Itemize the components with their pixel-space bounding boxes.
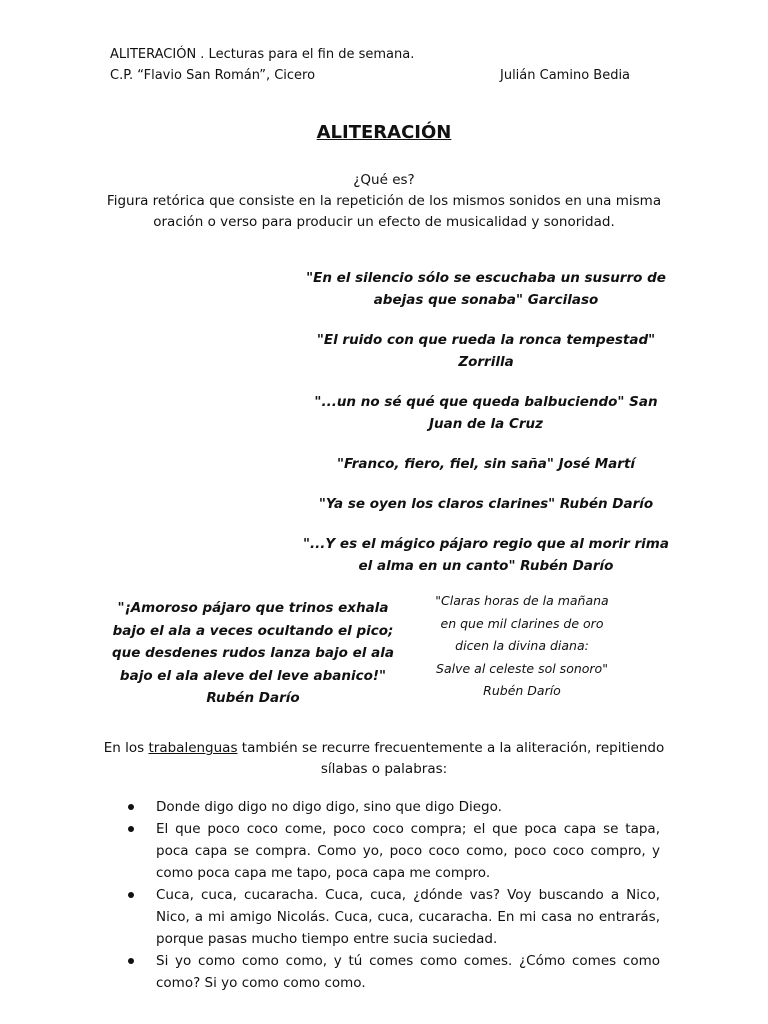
definition-text: Figura retórica que consiste en la repetición de los mismos sonidos en una misma oración o verso para producir un efecto de musicalidad y sonoridad. [106, 193, 662, 230]
poem-author: Rubén Darío [483, 683, 561, 698]
list-item-text: Donde digo digo no digo digo, sino que digo Diego. [156, 799, 502, 815]
tongue-twister-intro [100, 738, 668, 780]
list-item-text: Cuca, cuca, cucaracha. Cuca, cuca, ¿dónde vas? Voy buscando a Nico, Nico, a mi amigo Nicolás. Cuca, cuca, cucaracha. En mi casa no entrarás, porque pasas mucho tiempo entre sucia suciedad. [156, 887, 660, 947]
bullet-icon [128, 892, 134, 898]
quote: "...Y es el mágico pájaro regio que al morir rima el alma en un canto" Rubén Darío [303, 536, 669, 574]
poem-line: "Claras horas de la mañana [435, 593, 609, 608]
intro-before: En los [103, 740, 149, 756]
poem-line: bajo el ala a veces ocultando el pico; [112, 622, 394, 639]
quote: "El ruido con que rueda la ronca tempestad" Zorrilla [316, 332, 656, 370]
poem-line: Salve al celeste sol sonoro" [436, 660, 608, 676]
quote: "En el silencio sólo se escuchaba un susurro de abejas que sonaba" Garcilaso [306, 270, 666, 308]
poem-line: que desdenes rudos lanza bajo el ala [112, 645, 394, 661]
quote: "Ya se oyen los claros clarines" Rubén Darío [318, 496, 654, 512]
poem-author: Rubén Darío [206, 690, 300, 706]
poem-left [108, 597, 398, 710]
poem-line: dicen la divina diana: [455, 638, 589, 653]
bullet-icon [128, 804, 134, 810]
page-title: ALITERACIÓN [316, 122, 452, 143]
poem-line: bajo el ala aleve del leve abanico!" [119, 667, 387, 684]
trabalenguas-term: trabalenguas [148, 740, 238, 756]
header-author: Julián Camino Bedia [500, 68, 631, 83]
tongue-twister-list [128, 796, 660, 994]
header-school: C.P. “Flavio San Román”, Cicero [110, 68, 316, 83]
quote: "...un no sé qué que queda balbuciendo" San Juan de la Cruz [314, 394, 658, 432]
header-line: ALITERACIÓN . Lecturas para el fin de semana. [110, 47, 415, 62]
quotes-block [300, 267, 672, 595]
list-item-text: El que poco coco come, poco coco compra; el que poca capa se tapa, poca capa se compra. Como yo, poco coco como, poco coco compro, y como poca capa me tapo, poca capa me compro. [156, 821, 660, 881]
list-item [128, 884, 660, 950]
question-heading: ¿Qué es? [353, 172, 415, 188]
list-item-text: Si yo como como como, y tú comes como comes. ¿Cómo comes como como? Si yo como como como. [156, 953, 660, 991]
list-item [128, 796, 660, 818]
poem-line: en que mil clarines de oro [440, 615, 604, 631]
poem-right [412, 590, 632, 703]
bullet-icon [128, 826, 134, 832]
intro-after: también se recurre frecuentemente a la aliteración, repitiendo sílabas o palabras: [237, 740, 665, 777]
list-item [128, 950, 660, 994]
bullet-icon [128, 958, 134, 964]
list-item [128, 818, 660, 884]
poem-line: "¡Amoroso pájaro que trinos exhala [117, 600, 389, 616]
quote: "Franco, fiero, fiel, sin saña" José Martí [336, 456, 636, 472]
